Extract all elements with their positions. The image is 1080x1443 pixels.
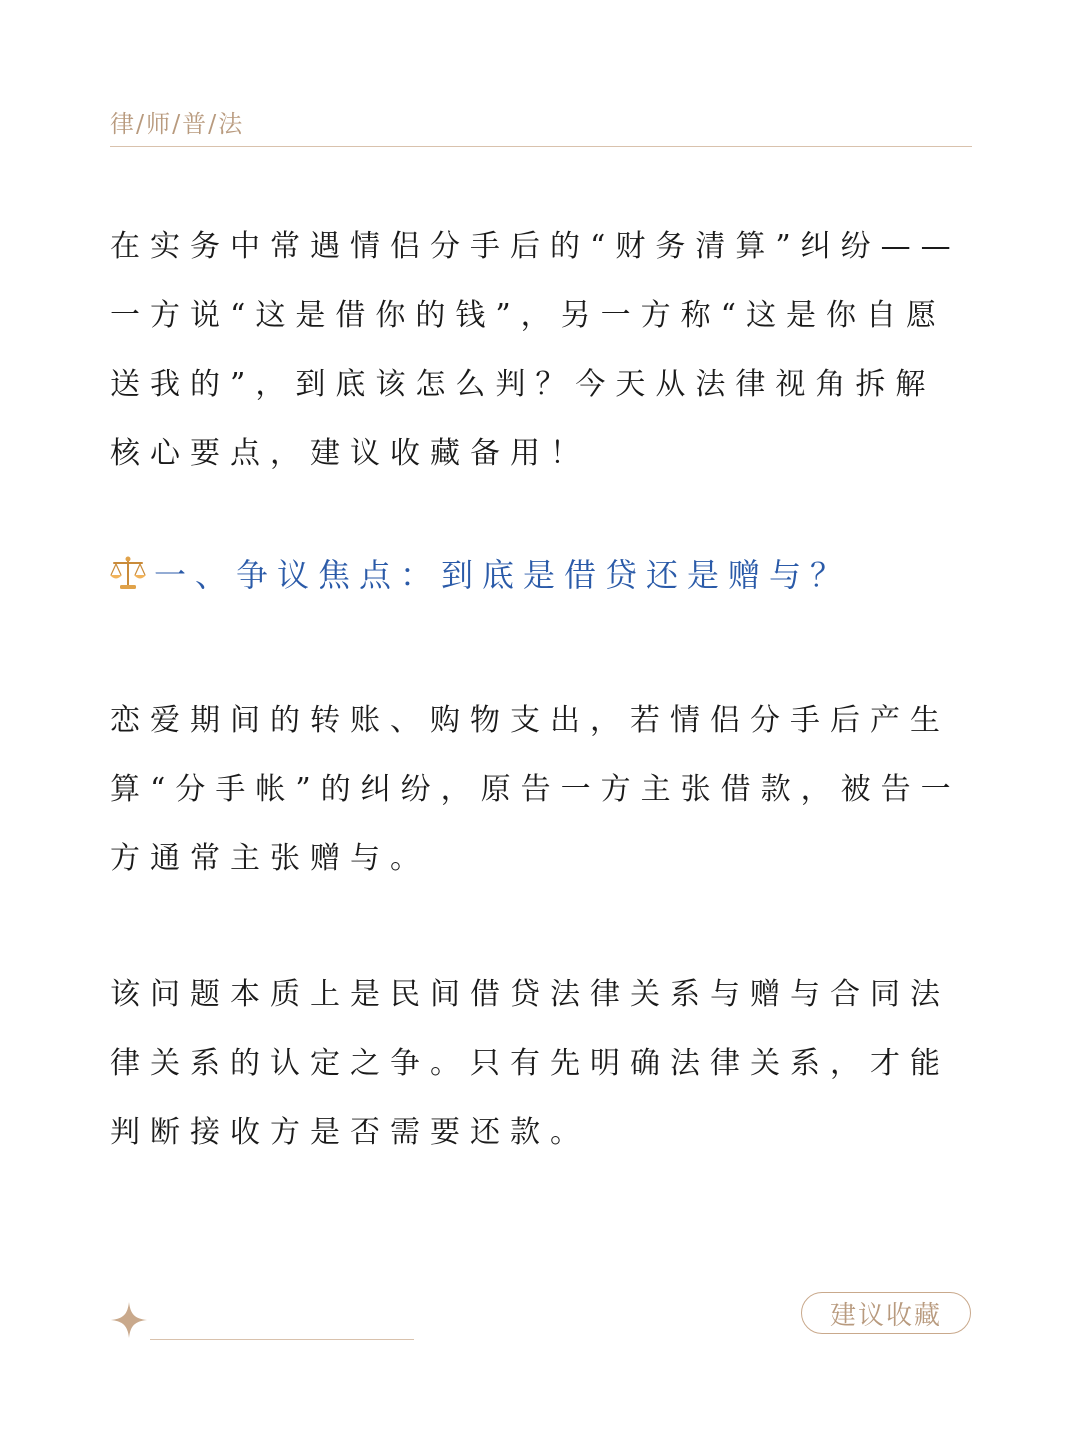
balance-scale-icon [108, 553, 148, 593]
intro-paragraph: 在实务中常遇情侣分手后的“财务清算”纠纷——一方说“这是借你的钱”，另一方称“这是你自愿送我的”，到底该怎么判？今天从法律视角拆解核心要点，建议收藏备用！ [110, 229, 961, 471]
save-favorite-button[interactable]: 建议收藏 [801, 1292, 971, 1334]
footer-divider [150, 1339, 414, 1340]
section-paragraph-1: 恋爱期间的转账、购物支出，若情侣分手后产生算“分手帐”的纠纷，原告一方主张借款，被告一方通常主张赠与。 [110, 703, 961, 876]
section-heading-text: 一、争议焦点：到底是借贷还是赠与？ [154, 556, 852, 594]
header-divider [110, 146, 972, 147]
section-heading [108, 550, 851, 596]
header-tag: 律/师/普/法 [110, 110, 245, 138]
section-paragraph-2: 该问题本质上是民间借贷法律关系与赠与合同法律关系的认定之争。只有先明确法律关系，才能判断接收方是否需要还款。 [110, 977, 950, 1150]
sparkle-star-icon [110, 1301, 148, 1339]
